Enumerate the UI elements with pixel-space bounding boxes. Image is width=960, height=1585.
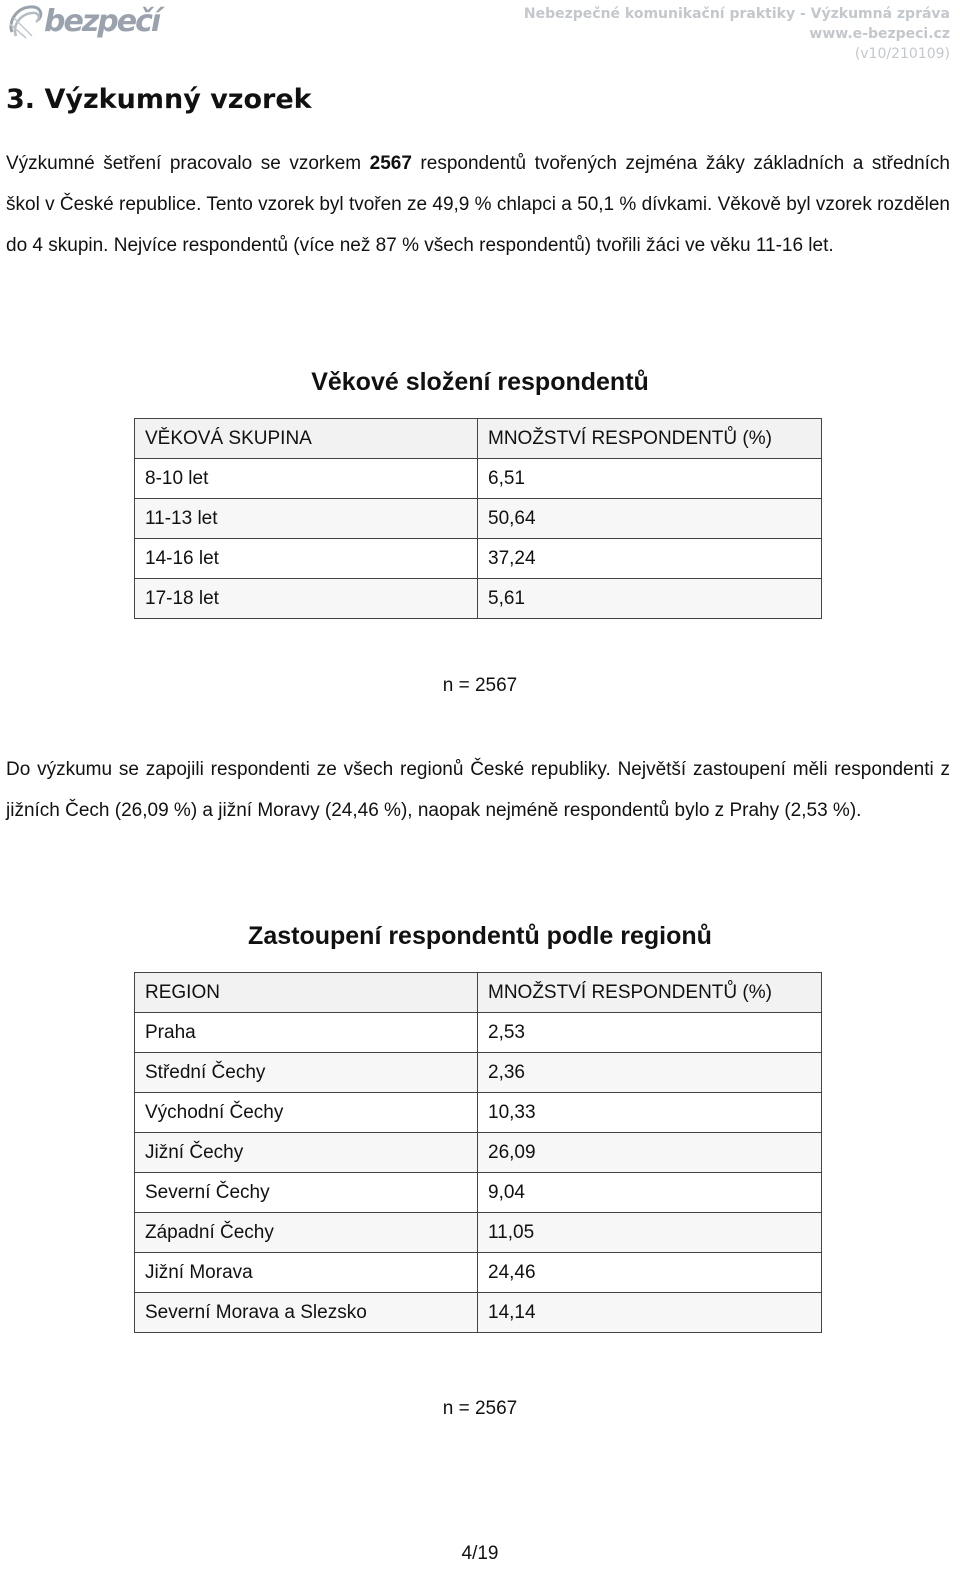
table-row	[135, 1093, 822, 1133]
section-title: 3. Výzkumný vzorek	[6, 84, 312, 115]
percent-cell: 14,14	[478, 1293, 822, 1333]
table-row	[135, 539, 822, 579]
swirl-logo-icon	[6, 2, 48, 42]
website-link[interactable]: www.e-bezpeci.cz	[809, 26, 950, 42]
age-group-cell: 14-16 let	[135, 539, 478, 579]
region-cell: Západní Čechy	[135, 1213, 478, 1253]
percent-cell: 10,33	[478, 1093, 822, 1133]
region-table-n: n = 2567	[442, 1398, 518, 1419]
intro-text-before: Výzkumné šetření pracovalo se vzorkem	[6, 153, 370, 174]
report-title: Nebezpečné komunikační praktiky - Výzkumná zpráva	[523, 6, 950, 22]
percent-cell: 26,09	[478, 1133, 822, 1173]
table-row	[135, 1173, 822, 1213]
sample-size: 2567	[369, 153, 412, 174]
page-number: 4/19	[461, 1543, 499, 1564]
region-cell: Severní Čechy	[135, 1173, 478, 1213]
table-row	[135, 1293, 822, 1333]
table-header-row	[135, 973, 822, 1013]
column-header: REGION	[135, 973, 478, 1013]
percent-cell: 6,51	[478, 459, 822, 499]
region-cell: Střední Čechy	[135, 1053, 478, 1093]
percent-cell: 9,04	[478, 1173, 822, 1213]
table-row	[135, 1053, 822, 1093]
percent-cell: 5,61	[478, 579, 822, 619]
region-cell: Severní Morava a Slezsko	[135, 1293, 478, 1333]
table-row	[135, 1253, 822, 1293]
logo-text: bezpečí	[44, 4, 160, 39]
region-cell: Jižní Čechy	[135, 1133, 478, 1173]
percent-cell: 37,24	[478, 539, 822, 579]
age-table	[134, 418, 822, 619]
age-group-cell: 17-18 let	[135, 579, 478, 619]
region-cell: Praha	[135, 1013, 478, 1053]
table-row	[135, 579, 822, 619]
version-label: (v10/210109)	[854, 46, 950, 62]
intro-text-after: respondentů tvořených zejména žáky základních a středních škol v České republice. Tento vzorek byl tvořen ze 49,9 % chlapci a 50,1 % dívkami. Věkově byl vzorek rozdělen do 4 skupin. Nejvíce respondentů (více než 87 % všech respondentů) tvořili žáci ve věku 11-16 let.	[6, 153, 950, 256]
page-header	[0, 0, 960, 60]
region-paragraph: Do výzkumu se zapojili respondenti ze všech regionů České republiky. Největší zastoupení měli respondenti z jižních Čech (26,09 %) a jižní Moravy (24,46 %), naopak nejméně respondentů bylo z Prahy (2,53 %).	[6, 759, 950, 821]
logo	[6, 2, 160, 42]
column-header: MNOŽSTVÍ RESPONDENTŮ (%)	[478, 973, 822, 1013]
header-meta	[524, 4, 950, 64]
region-cell: Jižní Morava	[135, 1253, 478, 1293]
age-table-caption: Věkové složení respondentů	[311, 368, 649, 396]
table-row	[135, 459, 822, 499]
age-group-cell: 11-13 let	[135, 499, 478, 539]
age-group-cell: 8-10 let	[135, 459, 478, 499]
percent-cell: 50,64	[478, 499, 822, 539]
percent-cell: 2,36	[478, 1053, 822, 1093]
region-table	[134, 972, 822, 1333]
table-row	[135, 1213, 822, 1253]
intro-paragraph	[6, 143, 950, 266]
table-row	[135, 1133, 822, 1173]
region-cell: Východní Čechy	[135, 1093, 478, 1133]
age-table-n: n = 2567	[442, 675, 518, 696]
percent-cell: 24,46	[478, 1253, 822, 1293]
column-header: MNOŽSTVÍ RESPONDENTŮ (%)	[478, 419, 822, 459]
column-header: VĚKOVÁ SKUPINA	[135, 419, 478, 459]
table-header-row	[135, 419, 822, 459]
percent-cell: 11,05	[478, 1213, 822, 1253]
table-row	[135, 1013, 822, 1053]
region-table-caption: Zastoupení respondentů podle regionů	[248, 922, 712, 950]
table-row	[135, 499, 822, 539]
percent-cell: 2,53	[478, 1013, 822, 1053]
